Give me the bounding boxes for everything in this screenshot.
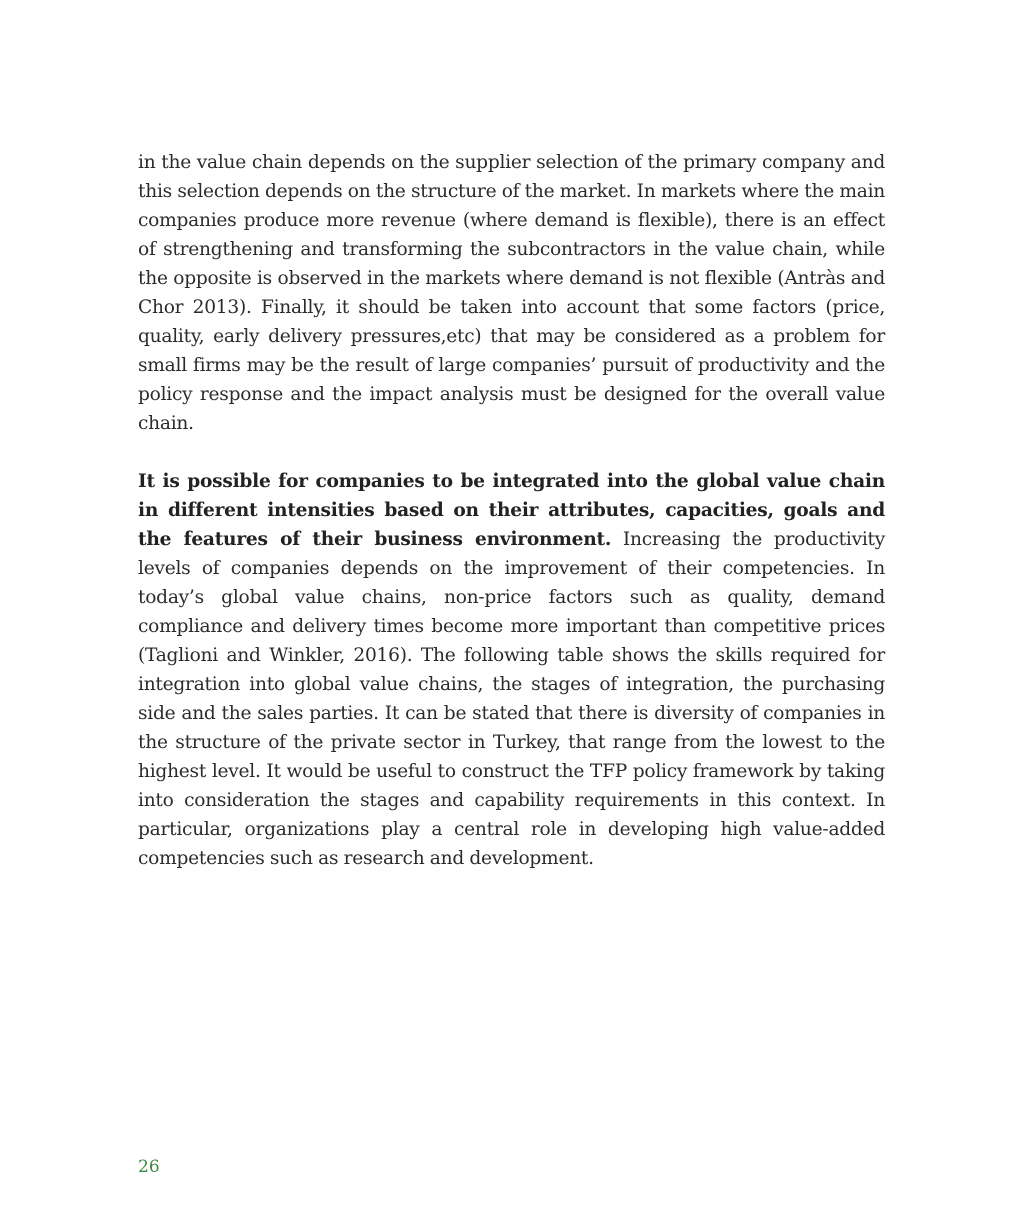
paragraph-1-text: in the value chain depends on the supplier selection of the primary company and this selection depends on the structure of the market. In markets where the main companies produce more revenue (where demand is flexible), there is an effect of strengthening and transforming the subcontractors in the value chain, while the opposite is observed in the markets where demand is not flexible (Antràs and Chor 2013). Finally, it should be taken into account that some factors (price, quality, early delivery pressures,etc) that may be considered as a problem for small firms may be the result of large companies’ pursuit of productivity and the policy response and the impact analysis must be designed for the overall value chain.	[138, 152, 885, 434]
page-number: 26	[138, 1157, 160, 1177]
paragraph-2	[138, 467, 885, 873]
paragraph-2-bold-lead: It is possible for companies to be integrated into the global value chain in different intensities based on their attributes, capacities, goals and the features of their business environment.	[138, 471, 885, 550]
paragraph-2-text: Increasing the productivity levels of companies depends on the improvement of their competencies. In today’s global value chains, non-price factors such as quality, demand compliance and delivery times become more important than competitive prices (Taglioni and Winkler, 2016). The following table shows the skills required for integration into global value chains, the stages of integration, the purchasing side and the sales parties. It can be stated that there is diversity of companies in the structure of the private sector in Turkey, that range from the lowest to the highest level. It would be useful to construct the TFP policy framework by taking into consideration the stages and capability requirements in this context. In particular, organizations play a central role in developing high value-added competencies such as research and development.	[138, 529, 885, 869]
paragraph-1	[138, 148, 885, 438]
body-text	[138, 148, 885, 873]
